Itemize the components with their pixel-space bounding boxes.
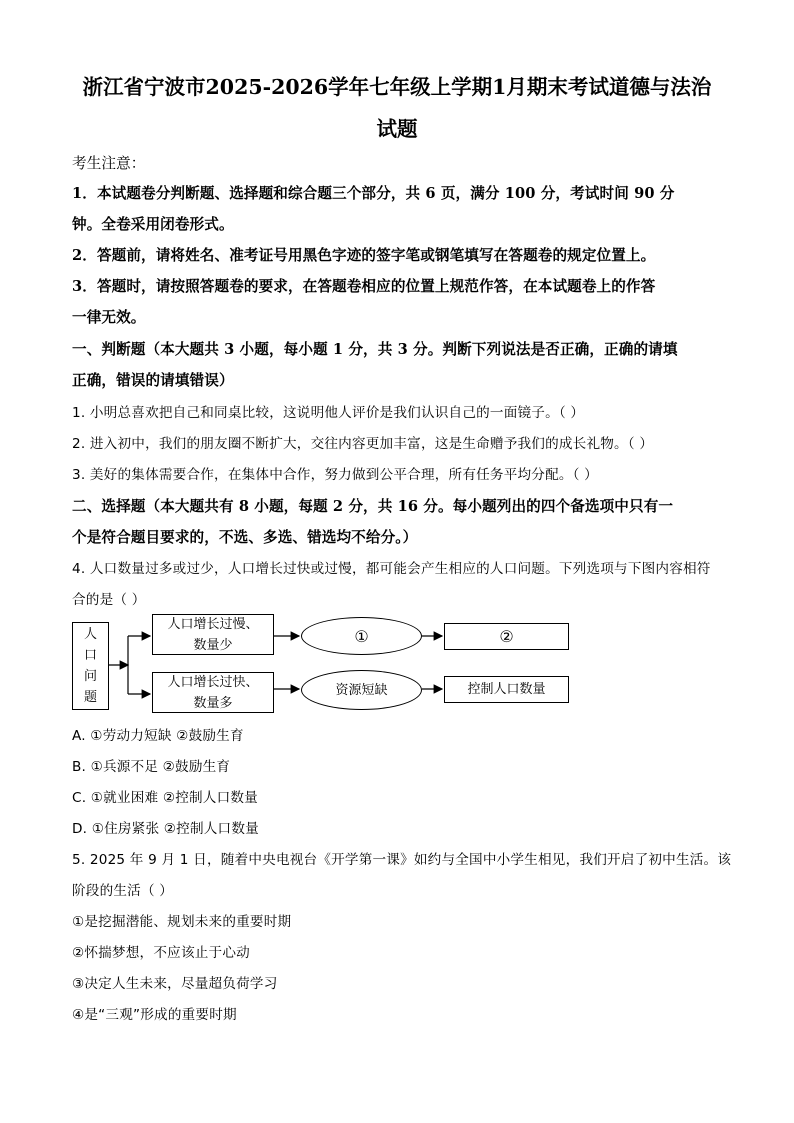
question-4-b: 合的是（ ） [72,592,146,608]
diagram-upper-cause-line1: 人口增长过慢、 [167,616,259,632]
question-5-item-4: ④是“三观”形成的重要时期 [72,1007,237,1023]
question-1: 1. 小明总喜欢把自己和同桌比较，这说明他人评价是我们认识自己的一面镜子。（ ） [72,405,585,421]
page-title-line1: 浙江省宁波市2025-2026学年七年级上学期1月期末考试道德与法治 [82,75,712,99]
population-problem-diagram [72,614,572,716]
diagram-root-char-3: 问 [83,669,97,684]
question-5-item-1: ①是挖掘潜能、规划未来的重要时期 [72,914,292,930]
question-4-option-c: C. ①就业困难 ②控制人口数量 [72,790,258,806]
diagram-upper-result-box: ② [444,623,569,650]
diagram-lower-effect-ellipse: 资源短缺 [301,670,422,710]
notice-heading: 考生注意： [72,155,146,172]
question-5-item-2: ②怀揣梦想，不应该止于心动 [72,945,250,961]
page-title-line2: 试题 [376,117,418,141]
question-4-option-d: D. ①住房紧张 ②控制人口数量 [72,821,259,837]
diagram-lower-cause-box [152,672,274,713]
notice-item3-b: 一律无效。 [72,309,146,326]
question-5-b: 阶段的生活（ ） [72,883,174,899]
diagram-root-box [72,622,109,710]
notice-item1-a: 1．本试题卷分判断题、选择题和综合题三个部分，共 6 页，满分 100 分，考试时间 90 分 [72,185,675,202]
question-4-option-a: A. ①劳动力短缺 ②鼓励生育 [72,728,244,744]
section2-heading-b: 个是符合题目要求的，不选、多选、错选均不给分。） [72,529,418,546]
diagram-upper-cause-box [152,614,274,655]
question-5-item-3: ③决定人生未来，尽量超负荷学习 [72,976,278,992]
notice-item3-a: 3．答题时，请按照答题卷的要求，在答题卷相应的位置上规范作答，在本试题卷上的作答 [72,278,656,295]
diagram-upper-effect-ellipse: ① [301,617,422,655]
diagram-lower-result-box: 控制人口数量 [444,676,569,703]
section1-heading-b: 正确，错误的请填错误） [72,372,234,389]
diagram-upper-cause-line2: 数量少 [193,637,233,653]
diagram-root-char-2: 口 [83,648,97,663]
notice-item1-b: 钟。全卷采用闭卷形式。 [72,216,234,233]
diagram-root-char-4: 题 [83,690,97,705]
question-4-a: 4. 人口数量过多或过少，人口增长过快或过慢，都可能会产生相应的人口问题。下列选项与下图内容相符 [72,561,711,577]
diagram-lower-cause-line1: 人口增长过快、 [167,674,259,690]
question-3: 3. 美好的集体需要合作，在集体中合作，努力做到公平合理，所有任务平均分配。（ ） [72,467,598,483]
question-5-a: 5. 2025 年 9 月 1 日，随着中央电视台《开学第一课》如约与全国中小学生相见，我们开启了初中生活。该 [72,852,732,868]
diagram-lower-cause-line2: 数量多 [193,695,233,711]
question-4-option-b: B. ①兵源不足 ②鼓励生育 [72,759,231,775]
question-2: 2. 进入初中，我们的朋友圈不断扩大，交往内容更加丰富，这是生命赠予我们的成长礼物。（ ） [72,436,654,452]
notice-item2: 2．答题前，请将姓名、准考证号用黑色字迹的签字笔或钢笔填写在答题卷的规定位置上。 [72,247,656,264]
section1-heading-a: 一、判断题（本大题共 3 小题，每小题 1 分，共 3 分。判断下列说法是否正确，正确的请填 [72,341,678,358]
section2-heading-a: 二、选择题（本大题共有 8 小题，每题 2 分，共 16 分。每小题列出的四个备选项中只有一 [72,498,674,515]
diagram-root-char-1: 人 [83,627,97,642]
